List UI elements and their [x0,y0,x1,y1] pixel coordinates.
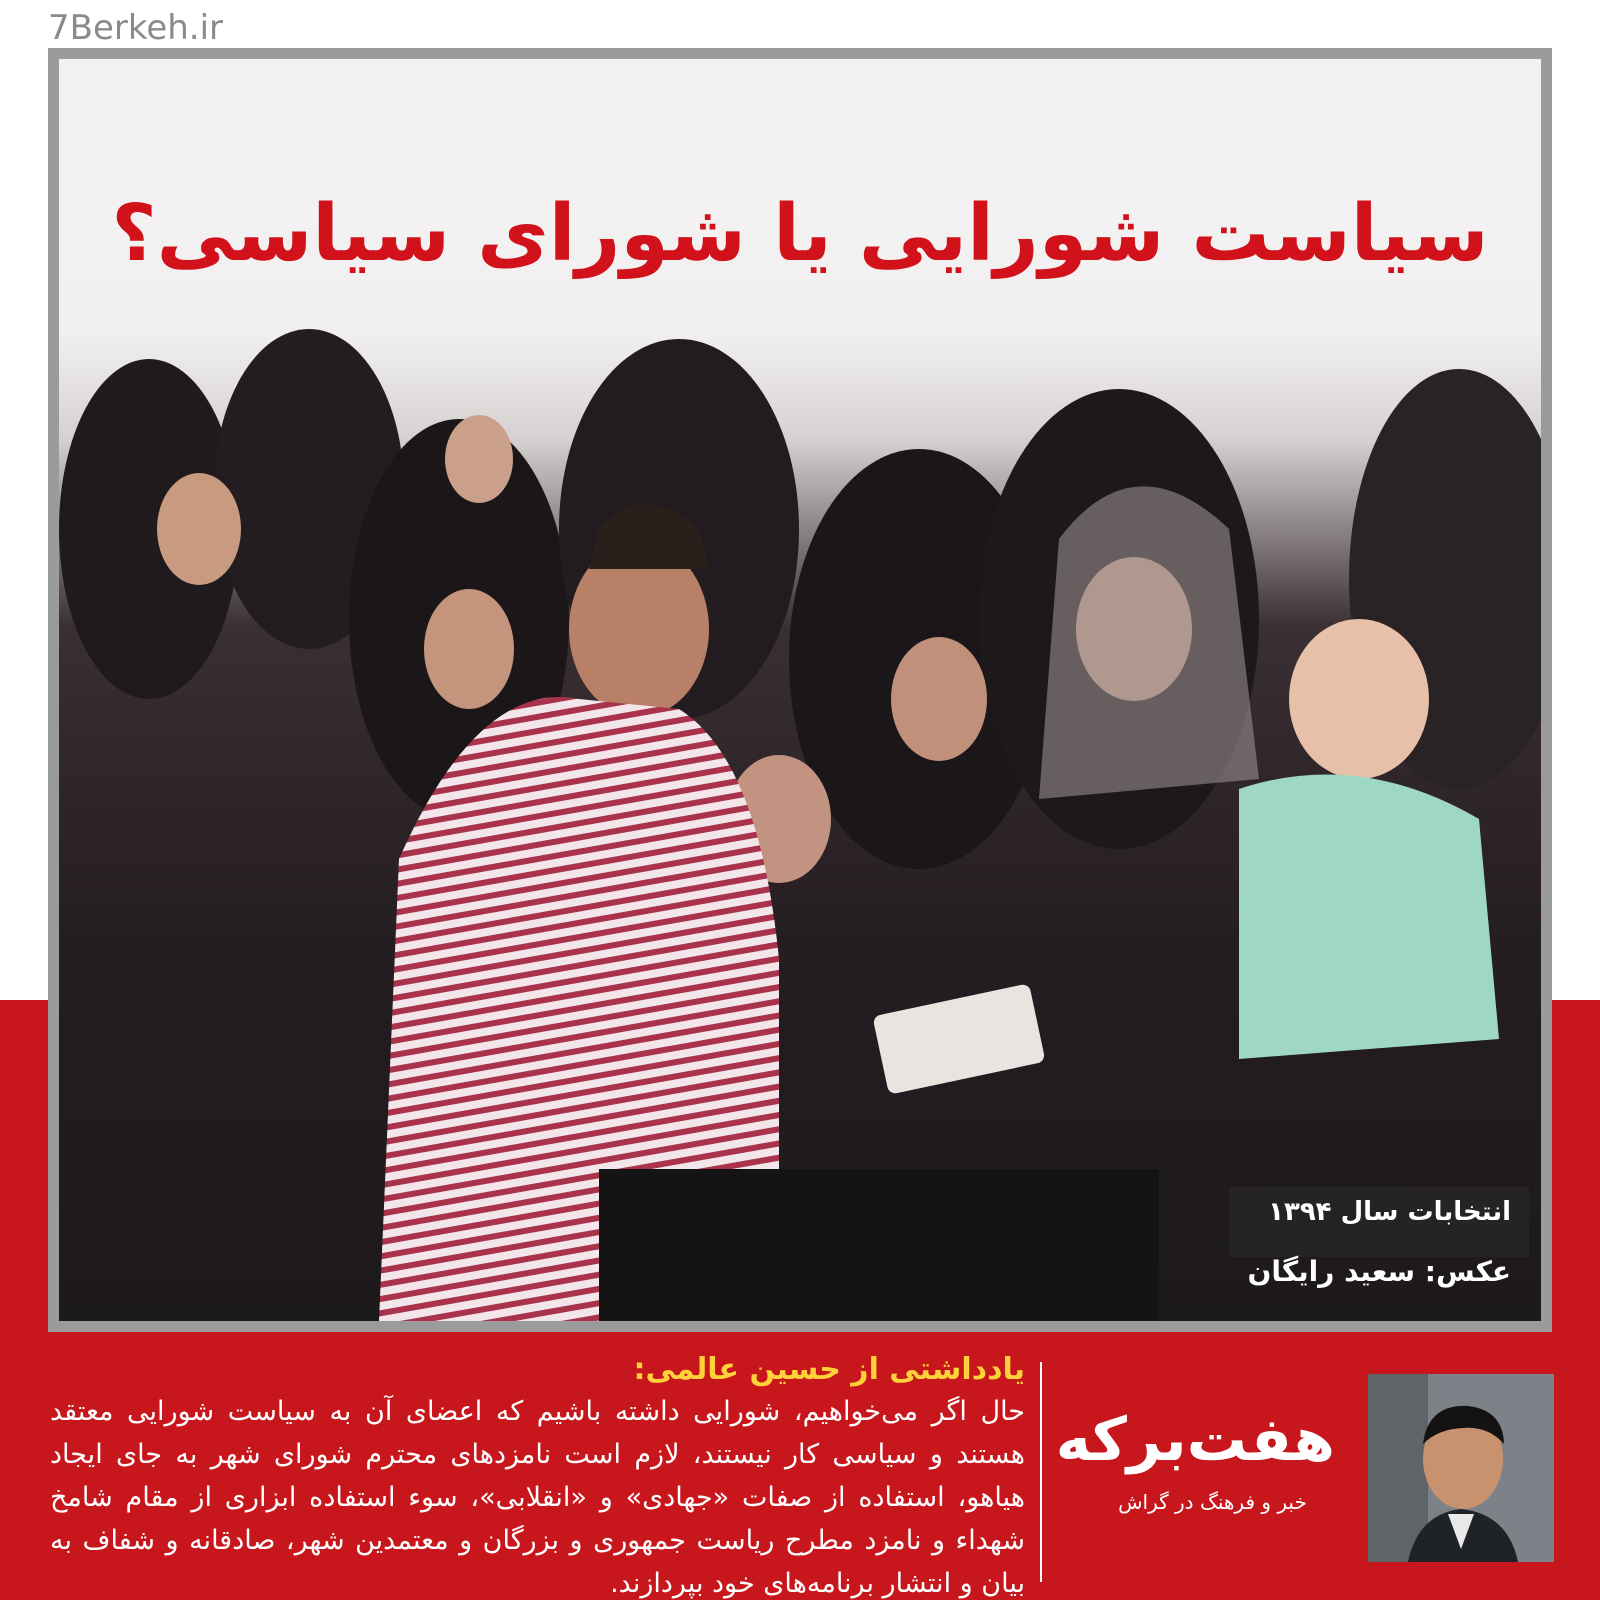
brand-logo-text: هفت‌برکه [1055,1405,1335,1475]
author-portrait-icon [1368,1374,1554,1562]
crowd-photo [59,59,1541,1321]
article-body: حال اگر می‌خواهیم، شورایی داشته باشیم که اعضای آن به سیاست شورایی معتقد هستند و سیاسی کار نیستند، لازم است نامزدهای محترم شورای شهر به جای ایجاد هیاهو، استفاده از صفات «جهادی» و «انقلابی»، سوء استفاده ابزاری از مقام شامخ شهداء و نامزد مطرح ریاست جمهوری و بزرگان و معتمدین شهر، صادقانه و شفاف به بیان و انتشار برنامه‌های خود بپردازند. [50,1396,1025,1599]
caption-photographer: عکس: سعید رایگان [1247,1255,1511,1288]
brand-tagline: خبر و فرهنگ در گراش [1118,1490,1307,1514]
article-title: یادداشتی از حسین عالمی: [633,1352,1025,1387]
vertical-divider [1040,1362,1042,1582]
caption-event: انتخابات سال ۱۳۹۴ [1268,1197,1511,1227]
headline: سیاست شورایی یا شورای سیاسی؟ [111,189,1489,279]
author-photo [1368,1374,1554,1562]
site-watermark: 7Berkeh.ir [48,8,224,48]
